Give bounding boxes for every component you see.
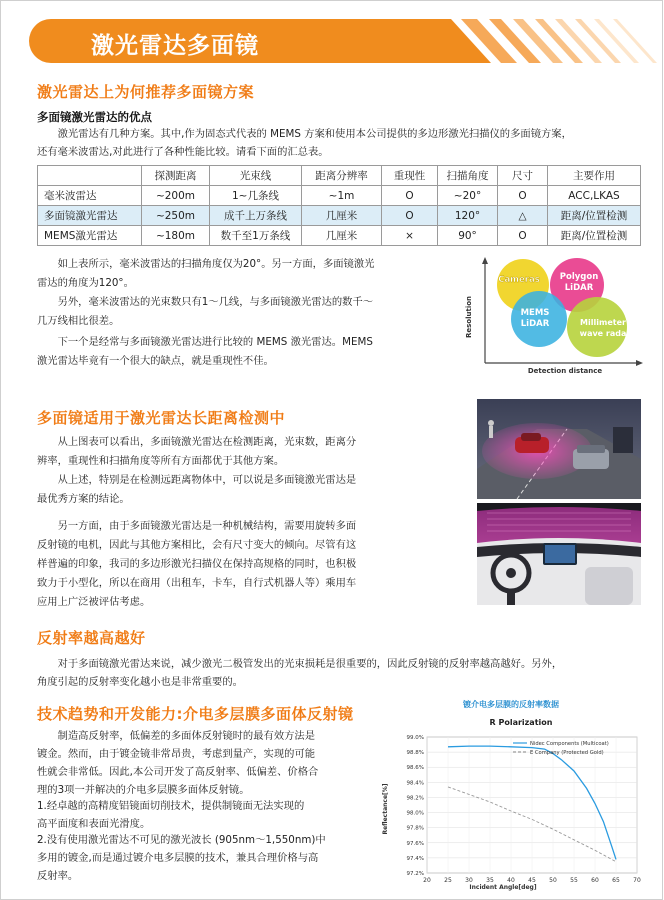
table-cell: ~1m [302, 186, 382, 206]
intro-paragraph [37, 125, 647, 161]
x-tick-label: 60 [591, 877, 599, 884]
body-paragraph-gold [37, 727, 377, 799]
table-header-row [38, 166, 641, 186]
table-row [38, 226, 641, 246]
venn-y-label: Resolution [465, 295, 473, 339]
body-paragraph-miniaturization [37, 517, 435, 612]
table-cell: 距离/位置检测 [548, 226, 641, 246]
chart-title: 镀介电多层膜的反射率数据 [463, 700, 559, 709]
text-line: 性就会非常低。因此,本公司开发了高反射率、低偏差、价格合 [37, 766, 319, 778]
text-line: 制造高反射率，低偏差的多面体反射镜时的最有效方法是 [57, 730, 316, 742]
cameras-label: Cameras [498, 275, 540, 285]
y-tick-label: 98.8% [406, 750, 424, 757]
text-line: 反射率。 [37, 870, 79, 882]
legend-entry: E Company (Protected Gold) [530, 750, 604, 756]
intro-line: 激光雷达有几种方案。其中,作为固态式代表的 MEMS 方案和使用本公司提供的多边形激光扫描仪的多面镜方案， [57, 128, 572, 140]
table-cell: 距离/位置检测 [548, 206, 641, 226]
text-line: 镀金。然而，由于镀金镜非常昂贵，考虑到量产，实现的可能 [37, 748, 316, 760]
section-title-dielectric: 技术趋势和开发能力:介电多层膜多面体反射镜 [37, 705, 354, 723]
page-title: 激光雷达多面镜 [91, 33, 259, 59]
y-tick-label: 97.6% [406, 840, 424, 847]
table-header-cell: 距离分辨率 [302, 166, 382, 186]
text-line: 对于多面镜激光雷达来说，减少激光二极管发出的光束损耗是很重要的，因此反射镜的反射率越高越好。另外， [57, 658, 563, 670]
radar-label: Millimeter [580, 318, 626, 327]
table-cell: ~200m [142, 186, 210, 206]
millimeter-radar-circle [567, 297, 627, 357]
text-line: 从上述，特别是在检测远距离物体中，可以说是多面镜激光雷达是 [57, 474, 357, 486]
text-line: 理的3项一并解决的介电多层膜多面体反射镜。 [37, 784, 250, 796]
radar-label-2: wave radar [579, 329, 631, 338]
x-tick-label: 70 [633, 877, 641, 884]
table-row [38, 186, 641, 206]
text-line: 从上图表可以看出，多面镜激光雷达在检测距离，光束数，距离分 [57, 436, 357, 448]
text-line: 如上表所示，毫米波雷达的扫描角度仅为20°。另一方面，多面镜激光 [57, 258, 375, 270]
table-cell: 成千上万条线 [210, 206, 302, 226]
x-axis-arrow-icon [636, 360, 643, 366]
text-line: 角度引起的反射率变化越小也是非常重要的。 [37, 676, 243, 688]
body-paragraph-reflectance [37, 655, 649, 691]
text-line: 样普遍的印象，我司的多边形激光扫描仪在保持高规格的同时，也积极 [37, 558, 357, 570]
text-line: 雷达的角度为120°。 [37, 277, 134, 289]
table-header-cell: 探测距离 [142, 166, 210, 186]
x-tick-label: 40 [507, 877, 515, 884]
text-line: 反射镜的电机，因此与其他方案相比，会有尺寸变大的倾向。尽管有这 [37, 539, 357, 551]
x-tick-label: 25 [444, 877, 452, 884]
sensor-comparison-diagram [457, 255, 645, 375]
lidar-road-scene-image [477, 399, 641, 499]
table-cell: 多面镜激光雷达 [38, 206, 142, 226]
table-header-cell: 尺寸 [498, 166, 548, 186]
mems-lidar-label-2: LiDAR [520, 319, 550, 329]
y-tick-label: 99.0% [406, 735, 424, 741]
x-tick-label: 50 [549, 877, 557, 884]
text-line: 1.经卓越的高精度铝镜面切削技术，提供制镜面无法实现的 [37, 800, 305, 812]
body-paragraph-superior [37, 433, 427, 509]
table-cell: MEMS激光雷达 [38, 226, 142, 246]
polygon-lidar-label-2: LiDAR [564, 283, 594, 293]
y-tick-label: 97.2% [406, 871, 424, 877]
table-cell: O [498, 186, 548, 206]
body-paragraph-point2 [37, 831, 377, 885]
y-tick-label: 97.8% [406, 825, 424, 832]
y-tick-label: 97.4% [406, 855, 424, 862]
chart-x-label: Incident Angle[deg] [469, 884, 537, 891]
mems-lidar-label: MEMS [520, 308, 550, 318]
table-cell: ~250m [142, 206, 210, 226]
banner-stripes-decoration [301, 11, 664, 71]
body-paragraph-point1 [37, 797, 377, 833]
table-cell: 数千至1万条线 [210, 226, 302, 246]
table-cell: 毫米波雷达 [38, 186, 142, 206]
text-line: 下一个是经常与多面镜激光雷达进行比较的 MEMS 激光雷达。MEMS [57, 336, 373, 348]
table-header-cell: 扫描角度 [438, 166, 498, 186]
table-cell: 90° [438, 226, 498, 246]
table-cell: × [382, 226, 438, 246]
x-tick-label: 20 [423, 877, 431, 884]
text-line: 另外，毫米波雷达的光束数只有1～几线，与多面镜激光雷达的数千～ [57, 296, 374, 308]
table-header-cell: 光束线 [210, 166, 302, 186]
table-header-cell: 主要作用 [548, 166, 641, 186]
table-cell: O [382, 186, 438, 206]
table-row-highlight [38, 206, 641, 226]
section-title-reflectance: 反射率越高越好 [37, 629, 146, 647]
table-header-cell: 重现性 [382, 166, 438, 186]
body-paragraph-angle [37, 255, 417, 331]
table-cell: ACC,LKAS [548, 186, 641, 206]
table-header-cell [38, 166, 142, 186]
reflectance-chart [383, 691, 645, 891]
table-cell: ~20° [438, 186, 498, 206]
x-tick-label: 65 [612, 877, 620, 884]
text-line: 另一方面，由于多面镜激光雷达是一种机械结构，需要用旋转多面 [57, 520, 357, 532]
chart-y-label: Reflectance[%] [382, 783, 389, 835]
section-title-why-polygon: 激光雷达上为何推荐多面镜方案 [37, 83, 255, 101]
table-cell: 120° [438, 206, 498, 226]
body-paragraph-mems [37, 333, 417, 371]
section-title-long-distance: 多面镜适用于激光雷达长距离检测中 [37, 409, 286, 427]
x-tick-label: 45 [528, 877, 536, 884]
polygon-lidar-label: Polygon [559, 272, 599, 282]
text-line: 应用上广泛被评估考虑。 [37, 596, 151, 608]
text-line: 多用的镀金,而是通过镀介电多层膜的技术，兼具合理价格与高 [37, 852, 319, 864]
text-line: 几万线相比很差。 [37, 315, 120, 327]
venn-x-label: Detection distance [527, 367, 603, 375]
y-tick-label: 98.6% [406, 765, 424, 772]
intro-line: 还有毫米波雷达,对此进行了各种性能比较。请看下面的汇总表。 [37, 146, 329, 158]
table-cell: O [498, 226, 548, 246]
y-tick-label: 98.2% [406, 795, 424, 802]
chart-subtitle: R Polarization [489, 718, 553, 727]
text-line: 激光雷达毕竟有一个很大的缺点，就是重现性不佳。 [37, 355, 274, 367]
table-cell: O [382, 206, 438, 226]
text-line: 2.没有使用激光雷达不可见的激光波长 (905nm～1,550nm)中 [37, 834, 326, 846]
y-axis-arrow-icon [482, 257, 488, 264]
car-interior-image [477, 503, 641, 605]
y-tick-label: 98.0% [406, 810, 424, 817]
text-line: 辨率，重现性和扫描角度等所有方面都优于其他方案。 [37, 455, 285, 467]
table-cell: △ [498, 206, 548, 226]
y-tick-label: 98.4% [406, 780, 424, 787]
x-tick-label: 30 [465, 877, 473, 884]
x-tick-label: 55 [570, 877, 578, 884]
x-tick-label: 35 [486, 877, 494, 884]
table-cell: 1~几条线 [210, 186, 302, 206]
legend-entry: Nidec Components (Multicoat) [530, 741, 609, 747]
comparison-table [37, 165, 641, 246]
text-line: 高平面度和表面光滑度。 [37, 818, 151, 830]
subsection-title-advantages: 多面镜激光雷达的优点 [37, 110, 152, 124]
reflectance-chart-svg [383, 691, 645, 891]
table-cell: ~180m [142, 226, 210, 246]
table-cell: 几厘米 [302, 206, 382, 226]
text-line: 最优秀方案的结论。 [37, 493, 130, 505]
text-line: 致力于小型化，所以在商用（出租车，卡车，自行式机器人等）乘用车 [37, 577, 357, 589]
table-cell: 几厘米 [302, 226, 382, 246]
